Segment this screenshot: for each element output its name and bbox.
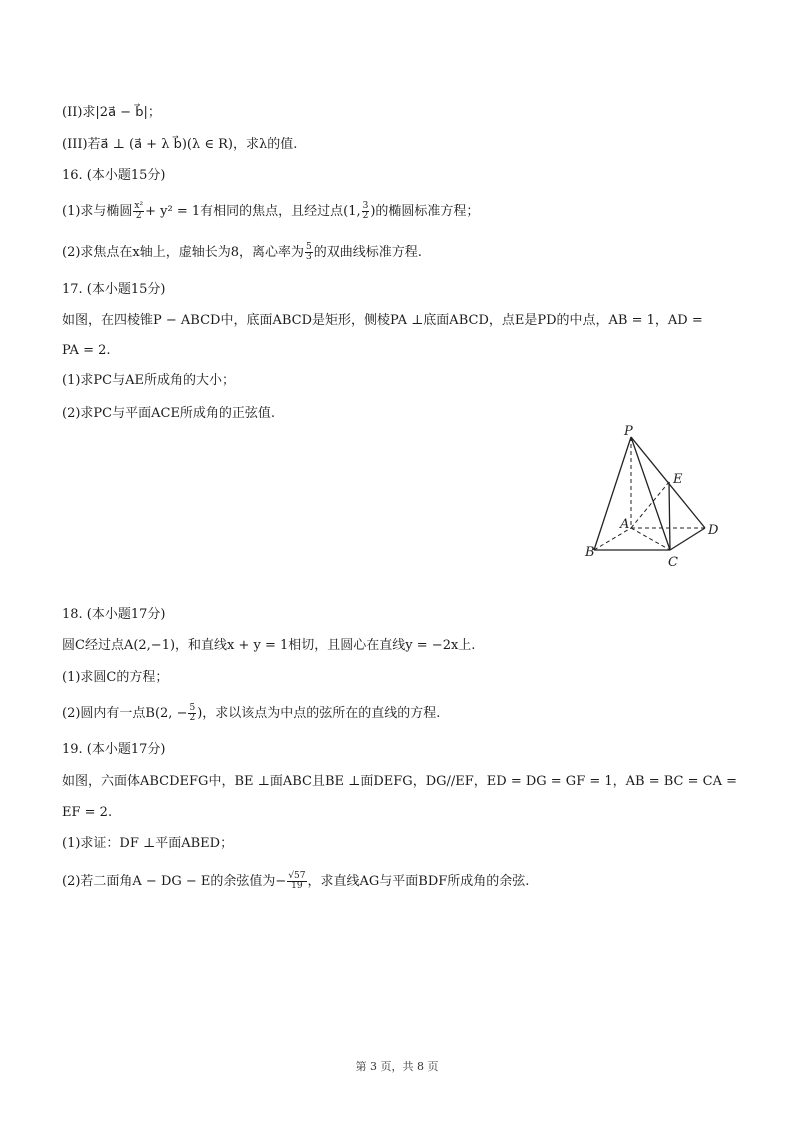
q18-body: 圆C经过点A(2,−1)，和直线x + y = 1相切，且圆心在直线y = −2x上.	[62, 638, 476, 653]
page-footer: 第 3 页，共 8 页	[355, 1060, 439, 1073]
point-b-fraction-num: 5	[189, 703, 196, 713]
q19-part2	[62, 872, 529, 892]
edge-CD	[670, 528, 705, 550]
q17-part2: (2)求PC与平面ACE所成角的正弦值.	[62, 406, 276, 421]
cosine-fraction	[287, 872, 306, 891]
eccentricity-fraction	[305, 243, 313, 262]
ellipse-fraction	[133, 202, 144, 221]
edge-PB	[594, 437, 631, 550]
pyramid-figure	[580, 420, 730, 570]
cosine-fraction-den: 19	[291, 881, 303, 891]
ellipse-fraction-den: 2	[135, 211, 142, 221]
label-B: B	[585, 545, 595, 560]
q16-part1-text-b: + y² = 1有相同的焦点，且经过点(1,	[145, 204, 361, 219]
q15-part3: (III)若a⃗ ⊥ (a⃗ + λ b⃗)(λ ∈ R)，求λ的值.	[62, 137, 298, 152]
point-fraction-num: 3	[362, 201, 369, 211]
cosine-fraction-num: √57	[288, 871, 306, 881]
q19-body-line2: EF = 2.	[62, 805, 113, 820]
label-C: C	[668, 555, 678, 570]
q16-part2-text-a: (2)求焦点在x轴上，虚轴长为8，离心率为	[62, 245, 305, 260]
q16-part2-text-b: 的双曲线标准方程.	[313, 245, 422, 260]
q17-body-line2: PA = 2.	[62, 343, 111, 358]
ellipse-fraction-num: x²	[134, 201, 144, 211]
q16-part1-text-c: )的椭圆标准方程；	[370, 204, 480, 219]
q18-heading: 18. (本小题17分)	[62, 607, 166, 622]
edge-CE	[669, 482, 670, 550]
q18-part2-text-b: )，求以该点为中点的弦所在的直线的方程.	[197, 706, 441, 721]
q18-part1: (1)求圆C的方程；	[62, 670, 169, 685]
point-fraction	[362, 202, 370, 221]
q19-part1: (1)求证：DF ⊥平面ABED；	[62, 836, 234, 851]
q17-body-line1: 如图，在四棱锥P − ABCD中，底面ABCD是矩形，侧棱PA ⊥底面ABCD，点E是PD的中点，AB = 1，AD =	[62, 313, 703, 328]
point-b-fraction-den: 2	[189, 713, 196, 723]
q18-part2-text-a: (2)圆内有一点B(2, −	[62, 706, 188, 721]
point-b-fraction	[188, 704, 196, 723]
q19-heading: 19. (本小题17分)	[62, 742, 166, 757]
q19-body-line1: 如图，六面体ABCDEFG中，BE ⊥面ABC且BE ⊥面DEFG，DG//EF，ED = DG = GF = 1，AB = BC = CA =	[62, 774, 737, 789]
q15-part2: (II)求|2a⃗ − b⃗|；	[62, 105, 161, 120]
q16-part1-text-a: (1)求与椭圆	[62, 204, 133, 219]
label-D: D	[708, 523, 719, 538]
label-A: A	[620, 517, 630, 532]
q17-part1: (1)求PC与AE所成角的大小；	[62, 373, 235, 388]
label-P: P	[624, 424, 633, 439]
point-fraction-den: 2	[362, 211, 369, 221]
edge-AE	[631, 482, 669, 528]
label-E: E	[673, 472, 683, 487]
q16-part1	[62, 202, 479, 222]
eccentricity-fraction-num: 5	[306, 242, 312, 252]
q19-part2-text-a: (2)若二面角A − DG − E的余弦值为−	[62, 874, 287, 889]
q16-part2	[62, 243, 422, 263]
q16-heading: 16. (本小题15分)	[62, 168, 166, 183]
q19-part2-text-b: ，求直线AG与平面BDF所成角的余弦.	[307, 874, 530, 889]
q18-part2	[62, 704, 440, 724]
eccentricity-fraction-den: 3	[306, 252, 312, 262]
edge-PC	[631, 437, 670, 550]
q17-heading: 17. (本小题15分)	[62, 282, 166, 297]
